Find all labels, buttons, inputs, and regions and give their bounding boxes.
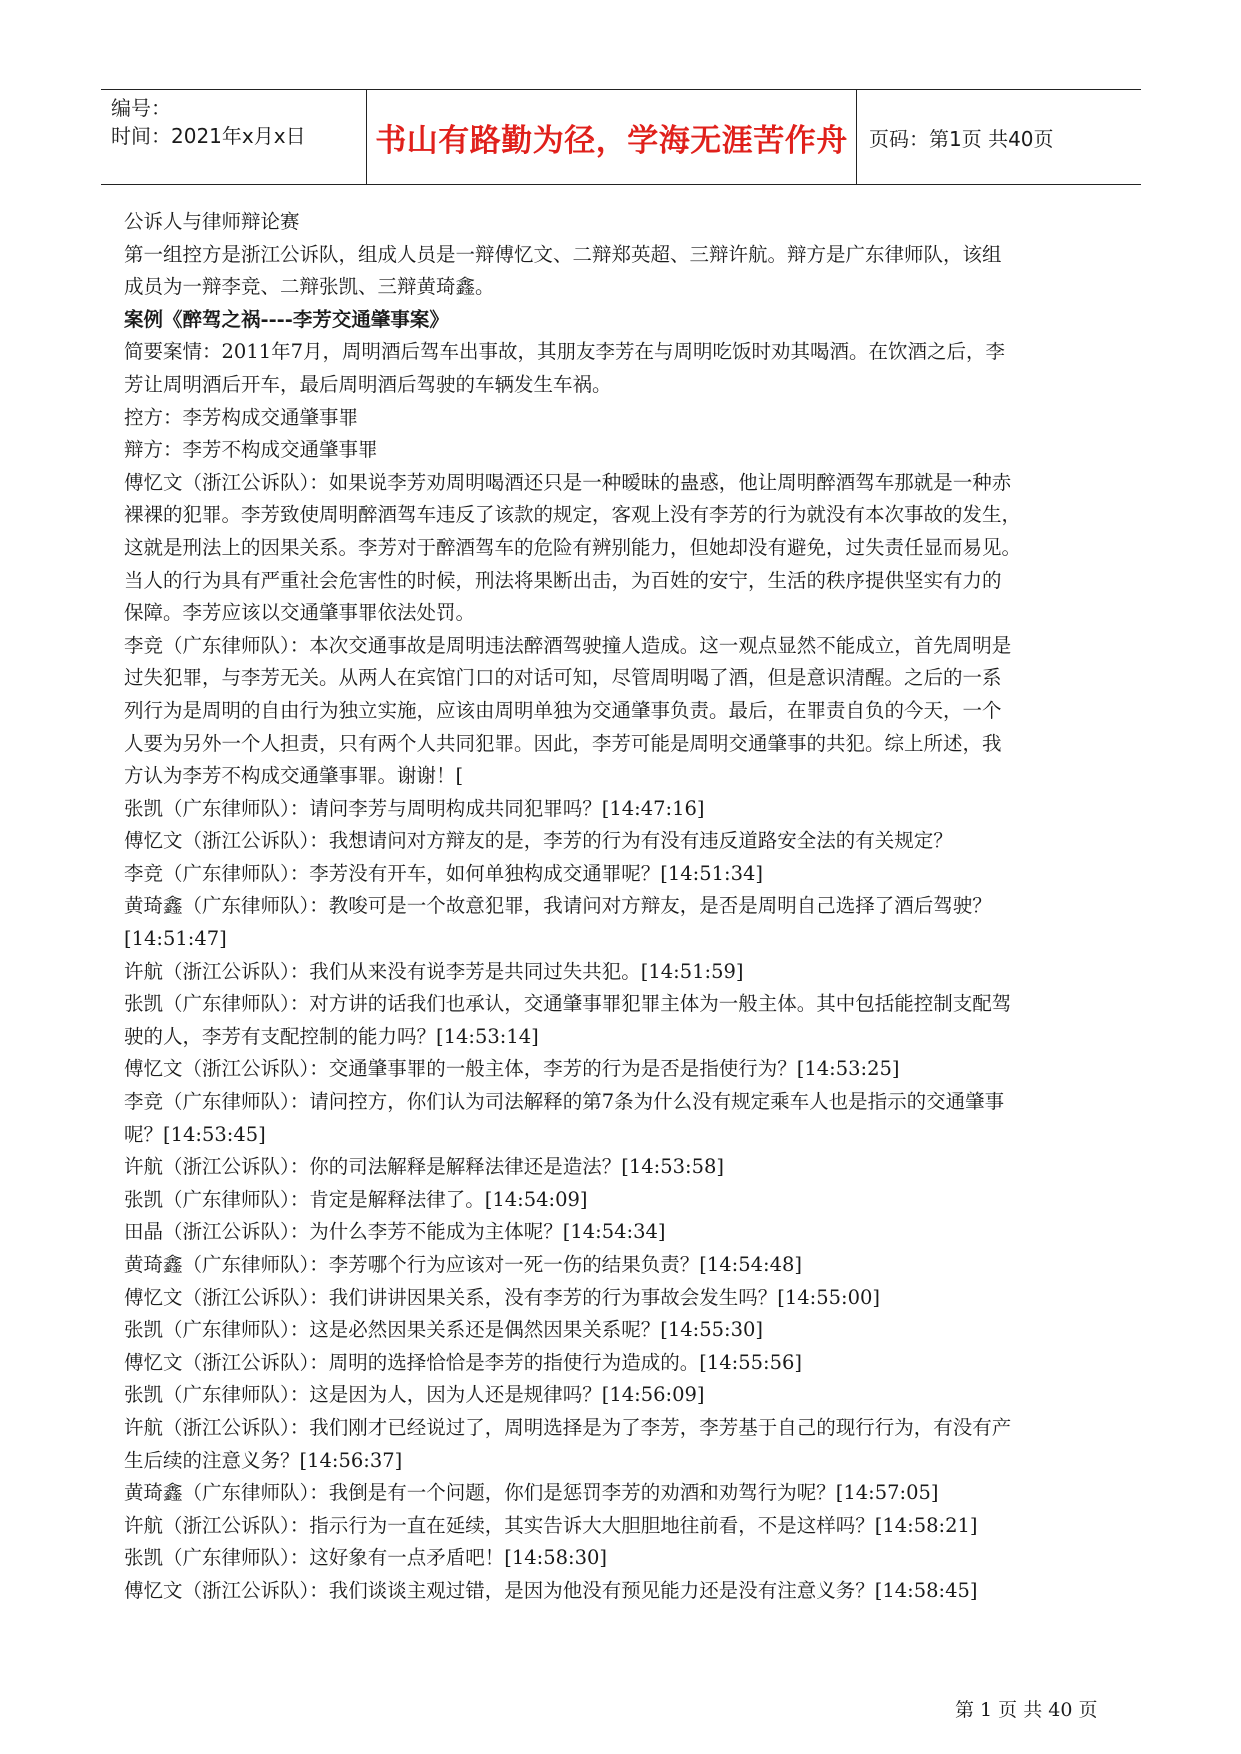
body-line: 许航（浙江公诉队）：我们刚才已经说过了，周明选择是为了李芳，李芳基于自己的现行行为，有没有产: [124, 1415, 1012, 1439]
body-line: 许航（浙江公诉队）：你的司法解释是解释法律还是造法？[14:53:58]: [124, 1155, 725, 1179]
body-line: 张凯（广东律师队）：请问李芳与周明构成共同犯罪吗？[14:47:16]: [124, 796, 705, 820]
header-motto-cell: [366, 90, 857, 184]
document-title: 公诉人与律师辩论赛: [124, 210, 300, 233]
body-line: 芳让周明酒后开车，最后周明酒后驾驶的车辆发生车祸。: [124, 372, 612, 396]
body-line: 呢？[14:53:45]: [124, 1122, 266, 1146]
header-motto: 书山有路勤为径，学海无涯苦作舟: [375, 122, 848, 159]
body-line: [14:51:47]: [124, 927, 227, 951]
document-body: [124, 206, 1120, 1608]
document-number-label: 编号：: [111, 96, 171, 120]
body-line: 傅忆文（浙江公诉队）：周明的选择恰恰是李芳的指使行为造成的。[14:55:56]: [124, 1350, 803, 1374]
page-footer: [955, 1695, 1097, 1722]
body-line: 张凯（广东律师队）：这是必然因果关系还是偶然因果关系呢？[14:55:30]: [124, 1318, 764, 1342]
body-line: 傅忆文（浙江公诉队）：如果说李芳劝周明喝酒还只是一种暧昧的蛊惑，他让周明醉酒驾车那就是一种赤: [124, 470, 1012, 494]
body-line: 许航（浙江公诉队）：指示行为一直在延续，其实告诉大大胆胆地往前看，不是这样吗？[14:58:21]: [124, 1513, 978, 1537]
body-line: 黄琦鑫（广东律师队）：李芳哪个行为应该对一死一伤的结果负责？[14:54:48]: [124, 1253, 803, 1276]
body-line: 裸裸的犯罪。李芳致使周明醉酒驾车违反了该款的规定，客观上没有李芳的行为就没有本次事故的发生，: [124, 503, 1022, 527]
body-line: 简要案情：2011年7月，周明酒后驾车出事故，其朋友李芳在与周明吃饭时劝其喝酒。在饮酒之后，李: [124, 340, 1006, 364]
body-line: 方认为李芳不构成交通肇事罪。谢谢！[: [124, 764, 464, 788]
header-page-cell: [857, 90, 1141, 184]
body-line: 当人的行为具有严重社会危害性的时候，刑法将果断出击，为百姓的安宁，生活的秩序提供坚实有力的: [124, 568, 1002, 592]
header-page-number: 页码：第1页 共40页: [869, 126, 1054, 151]
body-line: 傅忆文（浙江公诉队）：交通肇事罪的一般主体，李芳的行为是否是指使行为？[14:53:25]: [124, 1057, 900, 1081]
body-line: 辩方：李芳不构成交通肇事罪: [124, 438, 378, 462]
case-title: 案例《醉驾之祸----李芳交通肇事案》: [124, 307, 449, 331]
body-line: 田晶（浙江公诉队）：为什么李芳不能成为主体呢？[14:54:34]: [124, 1220, 666, 1244]
body-line: 张凯（广东律师队）：肯定是解释法律了。[14:54:09]: [124, 1187, 588, 1211]
body-line: 黄琦鑫（广东律师队）：我倒是有一个问题，你们是惩罚李芳的劝酒和劝驾行为呢？[14:57:05]: [124, 1481, 939, 1505]
body-line: 李竞（广东律师队）：本次交通事故是周明违法醉酒驾驶撞人造成。这一观点显然不能成立，首先周明是: [124, 633, 1012, 657]
body-line: 张凯（广东律师队）：对方讲的话我们也承认，交通肇事罪犯罪主体为一般主体。其中包括能控制支配驾: [124, 992, 1012, 1016]
body-line: 驶的人，李芳有支配控制的能力吗？[14:53:14]: [124, 1024, 539, 1048]
page-header: [101, 89, 1141, 185]
body-line: 人要为另外一个人担责，只有两个人共同犯罪。因此，李芳可能是周明交通肇事的共犯。综上所述，我: [124, 731, 1002, 755]
body-line: 傅忆文（浙江公诉队）：我们谈谈主观过错，是因为他没有预见能力还是没有注意义务？[14:58:45]: [124, 1578, 978, 1602]
body-line: 张凯（广东律师队）：这好象有一点矛盾吧！[14:58:30]: [124, 1546, 608, 1570]
body-line: 生后续的注意义务？[14:56:37]: [124, 1448, 403, 1472]
body-line: 黄琦鑫（广东律师队）：教唆可是一个故意犯罪，我请问对方辩友，是否是周明自己选择了酒后驾驶？: [124, 894, 992, 918]
body-line: 傅忆文（浙江公诉队）：我们讲讲因果关系，没有李芳的行为事故会发生吗？[14:55:00]: [124, 1285, 881, 1309]
document-time-label: 时间：2021年x月x日: [111, 124, 306, 148]
body-line: 李竞（广东律师队）：李芳没有开车，如何单独构成交通罪呢？[14:51:34]: [124, 861, 764, 885]
footer-page-number: 第 1 页 共 40 页: [955, 1699, 1098, 1721]
body-line: 傅忆文（浙江公诉队）：我想请问对方辩友的是，李芳的行为有没有违反道路安全法的有关规定？: [124, 829, 953, 853]
body-line: 成员为一辩李竞、二辩张凯、三辩黄琦鑫。: [124, 275, 495, 299]
body-line: 张凯（广东律师队）：这是因为人，因为人还是规律吗？[14:56:09]: [124, 1383, 705, 1407]
body-line: 李竞（广东律师队）：请问控方，你们认为司法解释的第7条为什么没有规定乘车人也是指示的交通肇事: [124, 1090, 1005, 1114]
body-line: 过失犯罪，与李芳无关。从两人在宾馆门口的对话可知，尽管周明喝了酒，但是意识清醒。之后的一系: [124, 666, 1002, 690]
body-line: 这就是刑法上的因果关系。李芳对于醉酒驾车的危险有辨别能力，但她却没有避免，过失责任显而易见。: [124, 535, 1022, 559]
body-line: 控方：李芳构成交通肇事罪: [124, 405, 359, 429]
body-line: 保障。李芳应该以交通肇事罪依法处罚。: [124, 601, 476, 625]
body-line: 列行为是周明的自由行为独立实施，应该由周明单独为交通肇事负责。最后，在罪责自负的今天，一个: [124, 698, 1002, 722]
header-meta-cell: [101, 90, 366, 184]
body-line: 第一组控方是浙江公诉队，组成人员是一辩傅忆文、二辩郑英超、三辩许航。辩方是广东律师队，该组: [124, 242, 1002, 266]
body-line: 许航（浙江公诉队）：我们从来没有说李芳是共同过失共犯。[14:51:59]: [124, 959, 744, 983]
